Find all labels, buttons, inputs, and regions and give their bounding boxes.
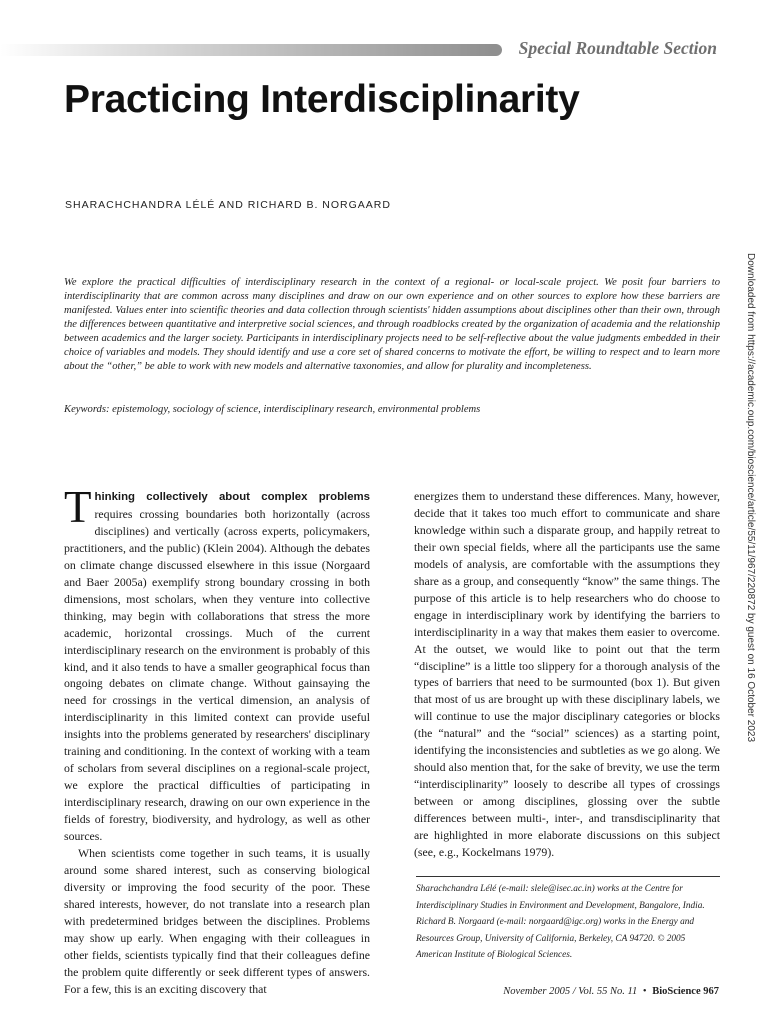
body-paragraph-1: [64, 482, 370, 845]
lead-in: hinking collectively about complex problems: [94, 491, 370, 503]
download-watermark: Downloaded from https://academic.oup.com/bioscience/article/55/11/967/220872 by guest on 16 October 2023: [745, 253, 756, 743]
body-paragraph-2: When scientists come together in such teams, it is usually around some shared interest, such as conserving biological diversity or improving the food security of the poor. These shared interests, however, do not translate into a research plan with predetermined bridges between the disciplines. Problems may show up early. When engaging with their colleagues in other fields, scientists typically find that their colleagues define the problem quite differently or seek different types of answers. For a few, this is an exciting discovery that: [64, 846, 370, 996]
header-gradient-bar: [0, 44, 496, 56]
footer-bullet: •: [642, 986, 647, 997]
article-keywords: Keywords: epistemology, sociology of science, interdisciplinary research, environmental problems: [64, 404, 481, 415]
footnote-rule: [416, 876, 720, 877]
footer-journal: BioScience: [652, 986, 701, 997]
article-title: Practicing Interdisciplinarity: [64, 78, 580, 121]
article-abstract: We explore the practical difficulties of interdisciplinary research in the context of a regional- or local-scale project. We posit four barriers to interdisciplinarity that are common across many disciplines and draw on our own experience and on other sources to explore how these barriers are manifested. Values enter into scientific theories and data collection through scientists' hidden assumptions about disciplines other than their own, through the differences between quantitative and interpretive social sciences, and through roadblocks created by the organization of academia and the relationship between academics and the larger society. Participants in interdisciplinary projects need to be self-reflective about the value judgments embedded in their choice of variables and models. They should identify and use a core set of shared concerns to motivate the effort, be willing to respect and to learn more about the “other,” be able to work with new models and alternative taxonomies, and allow for plurality and incompleteness.: [64, 277, 720, 373]
paragraph-1-text: requires crossing boundaries both horizontally (across disciplines) and vertically (across experts, policymakers, practitioners, and the public) (Klein 2004). Although the debates on climate change discussed elsewhere in this issue (Norgaard and Baer 2005a) exemplify strong boundary crossing in both dimensions, most scholars, when they venture into collective thinking, may begin with collaborations that stress the more academic, horizontal crossings. Much of the current interdisciplinary research on the environment is probably of this kind, and it also tends to have a smaller geographical focus than ongoing debates on climate change. Without gainsaying the need for crossings in the vertical dimension, an analysis of interdisciplinarity in this limited context can provide useful insights into the problems generated by researchers' disciplinary training and conditioning. In the context of working with a team of scholars from several disciplines on a regional-scale project, we explore the practical difficulties of participating in interdisciplinary research, drawing on our own experience in the fields of forestry, biodiversity, and hydrology, as well as other sources.: [64, 506, 370, 844]
body-column-right: [414, 488, 720, 861]
page-footer: [503, 986, 719, 997]
page-number: 967: [703, 986, 719, 997]
section-label: Special Roundtable Section: [518, 38, 717, 58]
article-authors: SHARACHCHANDRA LÉLÉ AND RICHARD B. NORGAARD: [65, 199, 391, 211]
footer-issue: November 2005 / Vol. 55 No. 11: [503, 986, 638, 997]
header-bar-end-cap: [490, 44, 502, 56]
author-affiliation-note: Sharachchandra Lélé (e-mail: slele@isec.ac.in) works at the Centre for Interdisciplinary Studies in Environment and Development, Bangalore, India. Richard B. Norgaard (e-mail: norgaard@igc.org) works in the Energy and Resources Group, University of California, Berkeley, CA 94720. © 2005 American Institute of Biological Sciences.: [416, 884, 705, 960]
body-column-left: [64, 482, 370, 998]
drop-cap: T: [64, 482, 92, 532]
body-paragraph-3: energizes them to understand these differences. Many, however, decide that it takes too much effort to communicate and share knowledge within such a disparate group, and happily retreat to their own special fields, where all the participants use the same models of analysis, are comfortable with the assumptions they share as a group, and consequently “know” the same things. The purpose of this article is to help researchers who do choose to engage in interdisciplinary work by identifying the barriers to interdisciplinarity in a way that makes them easier to overcome. At the outset, we would like to point out that the term “discipline” is a little too slippery for a thorough analysis of the types of barriers that need to be surmounted (box 1). But given that most of us are brought up with these disciplinary labels, we will continue to use the major disciplinary categories or blocks (the “natural” and the “social” sciences) as a starting point, identifying the inconsistencies and subtleties as we go along. We should also mention that, for the sake of brevity, we use the term “interdisciplinarity” loosely to describe all types of crossings between or among disciplines, glossing over the subtle differences between multi-, inter-, and transdisciplinarity that are highlighted in more elaborate discussions on this subject (see, e.g., Kockelmans 1979).: [414, 489, 720, 860]
